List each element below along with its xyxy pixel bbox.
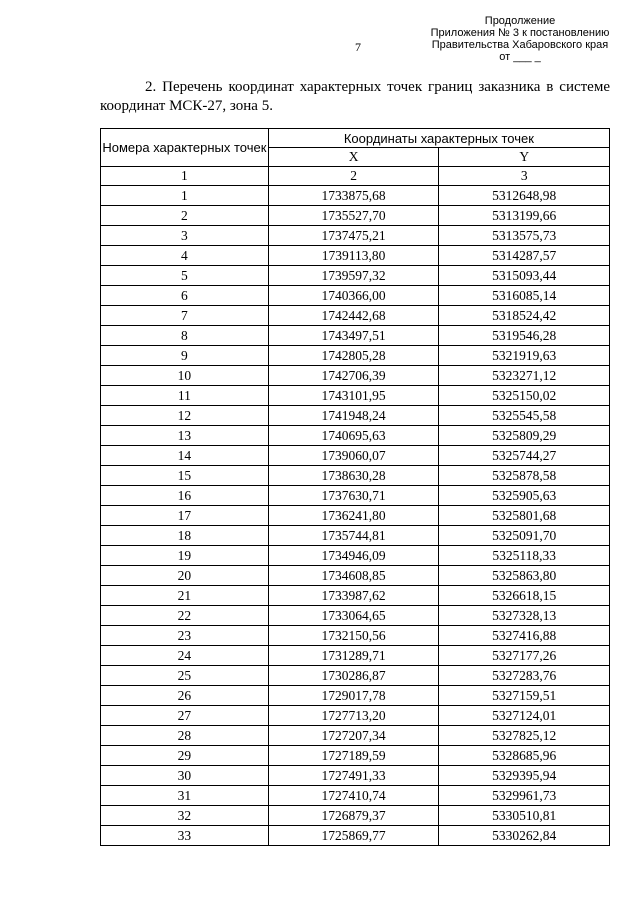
table-row (101, 706, 610, 726)
y-coordinate-cell: 5325878,58 (439, 466, 610, 486)
table-row (101, 666, 610, 686)
point-number-cell: 21 (101, 586, 269, 606)
y-coordinate-cell: 5327416,88 (439, 626, 610, 646)
table-row (101, 226, 610, 246)
x-coordinate-cell: 1737630,71 (268, 486, 439, 506)
x-coordinate-cell: 1739597,32 (268, 266, 439, 286)
x-coordinate-cell: 1733987,62 (268, 586, 439, 606)
x-coordinate-cell: 1738630,28 (268, 466, 439, 486)
y-coordinate-cell: 5330262,84 (439, 826, 610, 846)
point-number-cell: 3 (101, 226, 269, 246)
y-coordinate-cell: 5314287,57 (439, 246, 610, 266)
x-coordinate-cell: 1740695,63 (268, 426, 439, 446)
column-header-coordinates: Координаты характерных точек (268, 129, 609, 148)
y-coordinate-cell: 5325863,80 (439, 566, 610, 586)
table-row (101, 426, 610, 446)
y-coordinate-cell: 5330510,81 (439, 806, 610, 826)
table-row (101, 726, 610, 746)
header-date: от ___ _ (499, 51, 541, 63)
point-number-cell: 4 (101, 246, 269, 266)
x-coordinate-cell: 1727713,20 (268, 706, 439, 726)
y-coordinate-cell: 5325150,02 (439, 386, 610, 406)
table-row (101, 386, 610, 406)
point-number-cell: 24 (101, 646, 269, 666)
y-coordinate-cell: 5325744,27 (439, 446, 610, 466)
y-coordinate-cell: 5325091,70 (439, 526, 610, 546)
point-number-cell: 26 (101, 686, 269, 706)
point-number-cell: 17 (101, 506, 269, 526)
x-coordinate-cell: 1729017,78 (268, 686, 439, 706)
point-number-cell: 13 (101, 426, 269, 446)
y-coordinate-cell: 5329961,73 (439, 786, 610, 806)
x-coordinate-cell: 1739113,80 (268, 246, 439, 266)
point-number-cell: 1 (101, 186, 269, 206)
table-row (101, 626, 610, 646)
x-coordinate-cell: 1739060,07 (268, 446, 439, 466)
point-number-cell: 32 (101, 806, 269, 826)
table-row (101, 186, 610, 206)
x-coordinate-cell: 1727189,59 (268, 746, 439, 766)
coordinates-table (100, 128, 610, 846)
x-coordinate-cell: 1742442,68 (268, 306, 439, 326)
point-number-cell: 16 (101, 486, 269, 506)
x-coordinate-cell: 1732150,56 (268, 626, 439, 646)
table-row (101, 346, 610, 366)
point-number-cell: 10 (101, 366, 269, 386)
x-coordinate-cell: 1743101,95 (268, 386, 439, 406)
x-coordinate-cell: 1742805,28 (268, 346, 439, 366)
x-coordinate-cell: 1734608,85 (268, 566, 439, 586)
table-row (101, 546, 610, 566)
table-row (101, 266, 610, 286)
point-number-cell: 7 (101, 306, 269, 326)
table-row (101, 466, 610, 486)
x-coordinate-cell: 1743497,51 (268, 326, 439, 346)
y-coordinate-cell: 5327283,76 (439, 666, 610, 686)
point-number-cell: 31 (101, 786, 269, 806)
point-number-cell: 14 (101, 446, 269, 466)
x-coordinate-cell: 1737475,21 (268, 226, 439, 246)
point-number-cell: 28 (101, 726, 269, 746)
point-number-cell: 2 (101, 206, 269, 226)
point-number-cell: 18 (101, 526, 269, 546)
table-row (101, 646, 610, 666)
y-coordinate-cell: 5325118,33 (439, 546, 610, 566)
x-coordinate-cell: 1727491,33 (268, 766, 439, 786)
point-number-cell: 12 (101, 406, 269, 426)
table-row (101, 286, 610, 306)
x-coordinate-cell: 1736241,80 (268, 506, 439, 526)
x-coordinate-cell: 1731289,71 (268, 646, 439, 666)
table-row (101, 486, 610, 506)
point-number-cell: 6 (101, 286, 269, 306)
y-coordinate-cell: 5319546,28 (439, 326, 610, 346)
x-coordinate-cell: 1735527,70 (268, 206, 439, 226)
table-row (101, 826, 610, 846)
index-cell: 3 (439, 167, 610, 186)
point-number-cell: 11 (101, 386, 269, 406)
y-coordinate-cell: 5313575,73 (439, 226, 610, 246)
y-coordinate-cell: 5327124,01 (439, 706, 610, 726)
table-row (101, 766, 610, 786)
table-row (101, 326, 610, 346)
column-header-point-number: Номера характерных точек (101, 129, 269, 167)
point-number-cell: 22 (101, 606, 269, 626)
table-row (101, 306, 610, 326)
table-row (101, 746, 610, 766)
x-coordinate-cell: 1735744,81 (268, 526, 439, 546)
y-coordinate-cell: 5313199,66 (439, 206, 610, 226)
point-number-cell: 30 (101, 766, 269, 786)
y-coordinate-cell: 5325801,68 (439, 506, 610, 526)
table-row (101, 806, 610, 826)
table-row (101, 566, 610, 586)
x-coordinate-cell: 1727207,34 (268, 726, 439, 746)
page-number: 7 (355, 40, 361, 54)
x-coordinate-cell: 1727410,74 (268, 786, 439, 806)
y-coordinate-cell: 5328685,96 (439, 746, 610, 766)
index-cell: 2 (268, 167, 439, 186)
header-continuation: Продолжение (484, 15, 556, 27)
x-coordinate-cell: 1740366,00 (268, 286, 439, 306)
point-number-cell: 20 (101, 566, 269, 586)
table-row (101, 526, 610, 546)
table-body (101, 186, 610, 846)
y-coordinate-cell: 5327328,13 (439, 606, 610, 626)
header-appendix: Приложения № 3 к постановлению (430, 27, 610, 39)
x-coordinate-cell: 1733875,68 (268, 186, 439, 206)
y-coordinate-cell: 5326618,15 (439, 586, 610, 606)
table-row (101, 786, 610, 806)
point-number-cell: 29 (101, 746, 269, 766)
y-coordinate-cell: 5325905,63 (439, 486, 610, 506)
point-number-cell: 8 (101, 326, 269, 346)
table-row (101, 206, 610, 226)
table-row (101, 406, 610, 426)
point-number-cell: 5 (101, 266, 269, 286)
column-header-y: Y (439, 148, 610, 167)
section-heading (100, 78, 610, 116)
document-header (420, 15, 620, 63)
point-number-cell: 27 (101, 706, 269, 726)
table-row (101, 686, 610, 706)
x-coordinate-cell: 1725869,77 (268, 826, 439, 846)
x-coordinate-cell: 1741948,24 (268, 406, 439, 426)
y-coordinate-cell: 5327177,26 (439, 646, 610, 666)
point-number-cell: 33 (101, 826, 269, 846)
point-number-cell: 19 (101, 546, 269, 566)
y-coordinate-cell: 5315093,44 (439, 266, 610, 286)
x-coordinate-cell: 1742706,39 (268, 366, 439, 386)
y-coordinate-cell: 5327159,51 (439, 686, 610, 706)
table-row (101, 506, 610, 526)
y-coordinate-cell: 5325545,58 (439, 406, 610, 426)
y-coordinate-cell: 5325809,29 (439, 426, 610, 446)
index-cell: 1 (101, 167, 269, 186)
table-row (101, 366, 610, 386)
point-number-cell: 23 (101, 626, 269, 646)
table-row (101, 246, 610, 266)
y-coordinate-cell: 5321919,63 (439, 346, 610, 366)
point-number-cell: 9 (101, 346, 269, 366)
y-coordinate-cell: 5327825,12 (439, 726, 610, 746)
header-government: Правительства Хабаровского края (431, 39, 609, 51)
section-heading-text: 2. Перечень координат характерных точек границ заказника в системе координат МСК-27, зона 5. (100, 79, 610, 114)
y-coordinate-cell: 5312648,98 (439, 186, 610, 206)
table-row (101, 586, 610, 606)
x-coordinate-cell: 1730286,87 (268, 666, 439, 686)
y-coordinate-cell: 5318524,42 (439, 306, 610, 326)
y-coordinate-cell: 5323271,12 (439, 366, 610, 386)
x-coordinate-cell: 1733064,65 (268, 606, 439, 626)
x-coordinate-cell: 1734946,09 (268, 546, 439, 566)
table-row (101, 446, 610, 466)
table-row (101, 606, 610, 626)
y-coordinate-cell: 5316085,14 (439, 286, 610, 306)
column-header-x: X (268, 148, 439, 167)
point-number-cell: 25 (101, 666, 269, 686)
x-coordinate-cell: 1726879,37 (268, 806, 439, 826)
y-coordinate-cell: 5329395,94 (439, 766, 610, 786)
point-number-cell: 15 (101, 466, 269, 486)
